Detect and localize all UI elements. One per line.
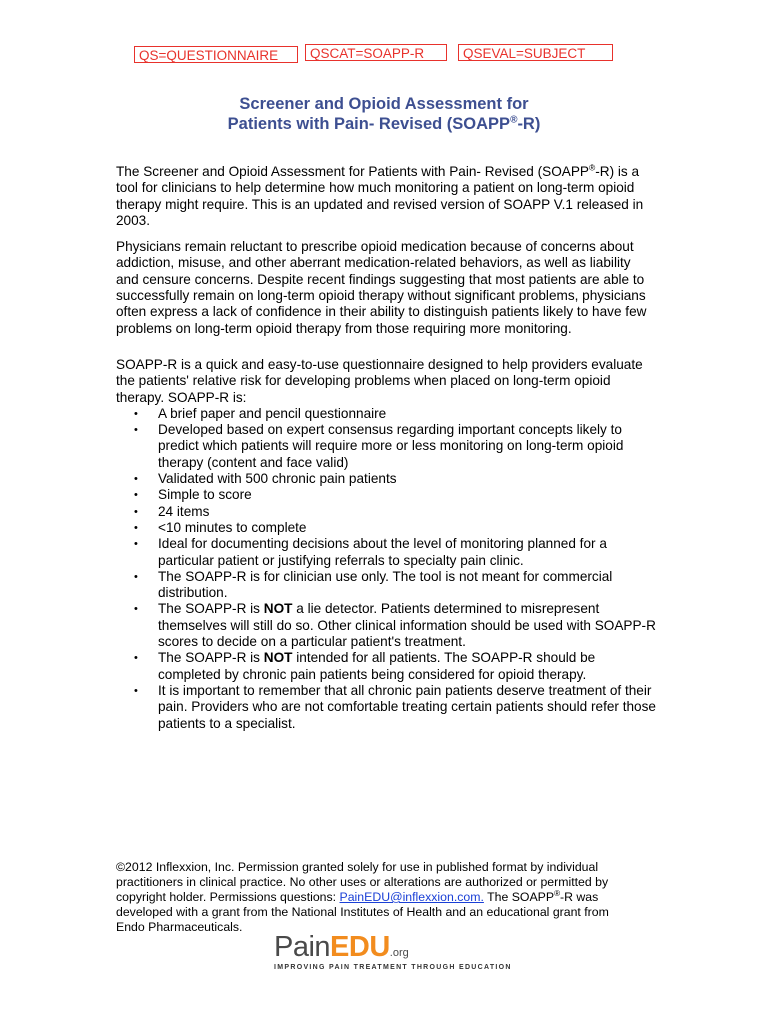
- bullet-icon: •: [134, 505, 138, 518]
- list-item: [116, 569, 656, 602]
- bullet-icon: •: [134, 473, 138, 486]
- registered-mark: ®: [588, 162, 596, 173]
- list-item-text: It is important to remember that all chronic pain patients deserve treatment of their pain. Providers who are not comfortable treating certain patients should refer those patients to a specialist.: [158, 682, 656, 731]
- list-item: [116, 422, 656, 471]
- bullet-icon: •: [134, 684, 138, 697]
- bullet-icon: •: [134, 570, 138, 583]
- painedu-logo: [274, 930, 512, 976]
- description-paragraph: SOAPP-R is a quick and easy-to-use questionnaire designed to help providers evaluate the patients' relative risk for developing problems when placed on long-term opioid therapy. SOAPP-R is:: [116, 356, 643, 405]
- title-line-2: [0, 114, 768, 134]
- list-item: [116, 487, 656, 503]
- list-item-text: 24 items: [158, 503, 210, 519]
- permissions-email-link[interactable]: PainEDU@inflexxion.com.: [339, 890, 484, 904]
- footer-text-middle: The SOAPP: [483, 890, 555, 904]
- bullet-icon: •: [134, 603, 138, 616]
- emphasis-not: NOT: [263, 601, 293, 617]
- intro-text-end: -R) is a tool for clinicians to help determine how much monitoring a patient on long-term opioid therapy might require. This is an updated and revised version of SOAPP V.1 released in 2003.: [116, 164, 644, 228]
- document-title: [0, 94, 768, 134]
- title-line-1: Screener and Opioid Assessment for: [239, 95, 529, 113]
- list-item-text: a lie detector. Patients determined to misrepresent themselves will still do so. Other clinical information should be used with SOAPP-R scores to decide on a particular patient's treatment.: [158, 601, 656, 650]
- list-item-text: A brief paper and pencil questionnaire: [158, 405, 387, 421]
- list-item-text: The SOAPP-R is: [158, 650, 264, 666]
- list-item: [116, 471, 656, 487]
- list-item: [116, 536, 656, 569]
- footer-text-start: ©2012 Inflexxion, Inc. Permission granted solely for use in published format by individual practitioners in clinical practice. No other uses or alterations are authorized or permitted by copyright holder. Permissions questions:: [116, 860, 609, 904]
- list-item-text: The SOAPP-R is for clinician use only. The tool is not meant for commercial distribution.: [158, 568, 613, 601]
- list-item: [116, 504, 656, 520]
- bullet-icon: •: [134, 489, 138, 502]
- list-item: [116, 650, 656, 683]
- footer-text-end: -R was developed with a grant from the National Institutes of Health and an educational grant from Endo Pharmaceuticals.: [116, 890, 609, 934]
- bullet-icon: •: [134, 407, 138, 420]
- header-tags: [0, 44, 768, 64]
- logo-org: .org: [389, 947, 409, 959]
- intro-text-start: The Screener and Opioid Assessment for Patients with Pain- Revised (SOAPP: [116, 164, 589, 179]
- title-line-2-start: Patients with Pain- Revised (SOAPP: [227, 115, 511, 133]
- list-item-text: Simple to score: [158, 487, 252, 503]
- title-line-2-end: -R): [517, 115, 541, 133]
- list-item-text: Validated with 500 chronic pain patients: [158, 471, 397, 487]
- bullet-icon: •: [134, 652, 138, 665]
- tag-category: QSCAT=SOAPP-R: [305, 44, 447, 61]
- list-item-text: Ideal for documenting decisions about the level of monitoring planned for a particular patient or justifying referrals to specialty pain clinic.: [158, 536, 607, 568]
- logo-pain: Pain: [274, 931, 331, 963]
- list-item: [116, 406, 656, 422]
- main-content: [116, 164, 656, 732]
- logo-edu: EDU: [330, 931, 390, 963]
- tag-evaluation: QSEVAL=SUBJECT: [458, 44, 613, 61]
- list-item: [116, 520, 656, 536]
- list-item-text: intended for all patients. The SOAPP-R should be completed by chronic pain patients being considered for opioid therapy.: [158, 650, 596, 682]
- list-item: [116, 601, 656, 650]
- list-item: [116, 683, 656, 732]
- emphasis-not: NOT: [263, 650, 293, 666]
- concerns-paragraph: Physicians remain reluctant to prescribe opioid medication because of concerns about addiction, misuse, and other aberrant medication-related behaviors, as well as liability and censure concerns. Despite recent findings suggesting that most patients are able to successfully remain on long-term opioid therapy without significant problems, physicians often express a lack of confidence in their ability to distinguish patients likely to have few problems on long-term opioid therapy from those requiring more monitoring.: [116, 239, 647, 336]
- bullet-icon: •: [134, 521, 138, 534]
- logo-tagline: IMPROVING PAIN TREATMENT THROUGH EDUCATION: [274, 964, 512, 971]
- registered-mark: ®: [554, 888, 560, 898]
- intro-paragraph: [116, 164, 656, 229]
- list-item-text: <10 minutes to complete: [158, 519, 307, 535]
- feature-list: [116, 406, 656, 732]
- registered-mark: ®: [510, 114, 518, 126]
- tag-questionnaire: QS=QUESTIONNAIRE: [134, 46, 298, 63]
- copyright-footer: [116, 860, 636, 935]
- list-item-text: Developed based on expert consensus regarding important concepts likely to predict which patients will require more or less monitoring on long-term opioid therapy (content and face valid): [158, 422, 624, 470]
- bullet-icon: •: [134, 424, 138, 437]
- bullet-icon: •: [134, 538, 138, 551]
- list-item-text: The SOAPP-R is: [158, 601, 264, 617]
